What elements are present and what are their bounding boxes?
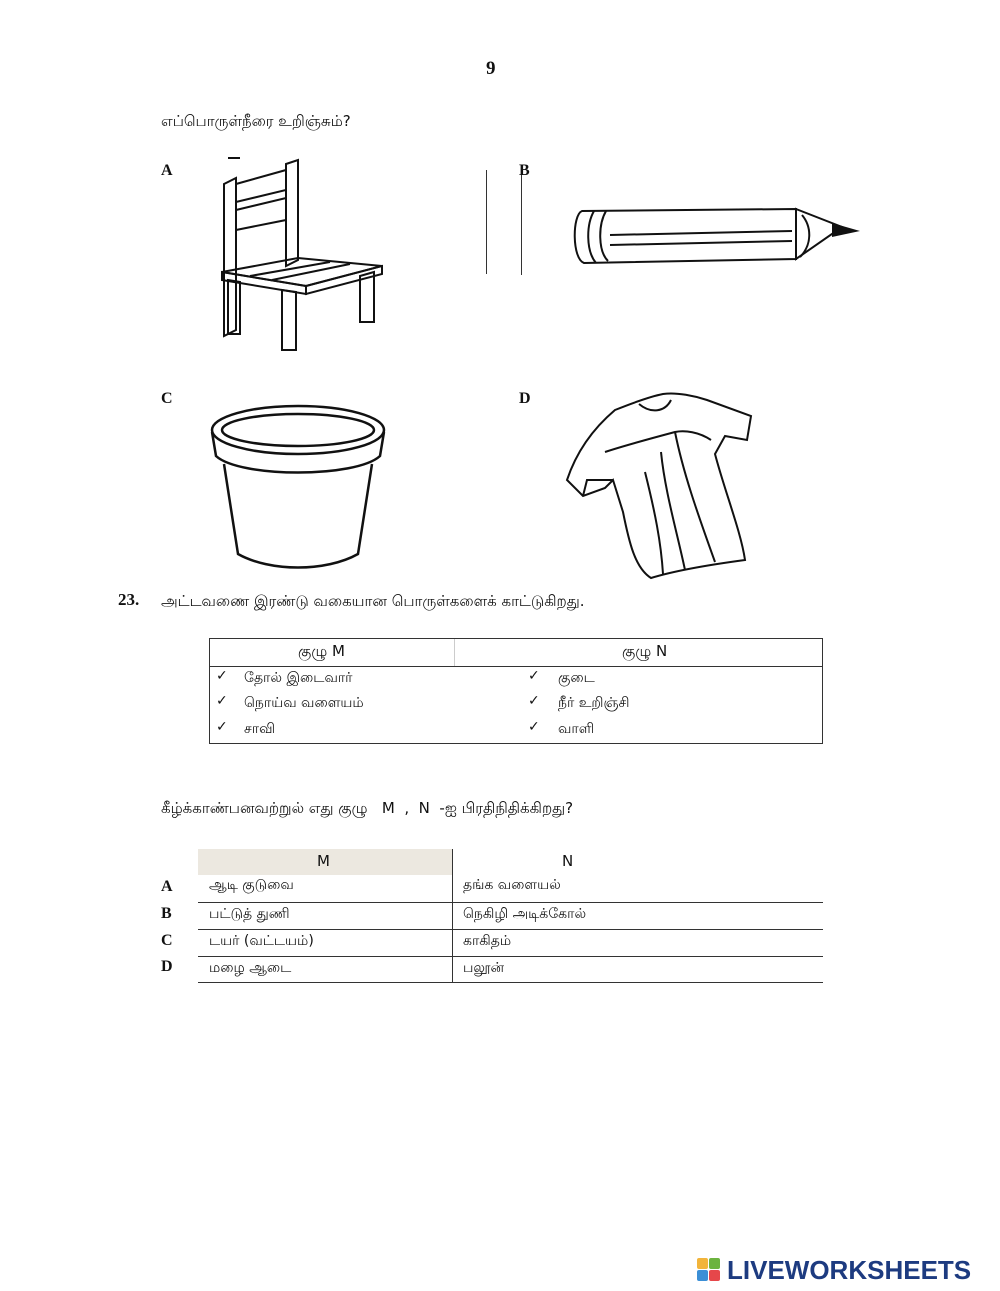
answer-c-m: டயர் (வட்டயம்) (209, 933, 314, 949)
logo-square (709, 1258, 720, 1269)
option-a-letter: A (161, 162, 173, 179)
chair-image (210, 150, 390, 360)
check-icon: ✓ (528, 668, 540, 684)
t-shirt-image (565, 392, 760, 582)
group-n-item: குடை (558, 670, 595, 686)
check-icon: ✓ (216, 693, 228, 709)
liveworksheets-grid-icon (697, 1258, 721, 1282)
answer-a-m: ஆடி குடுவை (209, 877, 294, 893)
group-n-item: நீர் உறிஞ்சி (558, 695, 630, 711)
check-icon: ✓ (528, 719, 540, 735)
answer-d-letter: D (161, 958, 173, 975)
answer-a-n: தங்க வளையல் (463, 877, 561, 893)
logo-text: LIVEWORKSHEETS (727, 1255, 972, 1285)
answer-row-line (198, 902, 823, 903)
answer-table-divider (452, 849, 453, 983)
logo-square (697, 1258, 708, 1269)
answer-header-n: N (562, 852, 574, 870)
option-d-letter: D (519, 390, 531, 407)
answer-row-line (198, 956, 823, 957)
question-23-number: 23. (118, 590, 140, 609)
option-b-letter: B (519, 162, 530, 179)
question-23-text: கீழ்க்காண்பனவற்றுல் எது குழு M , N -ஐ பிரதிநிதிக்கிறது? (161, 799, 574, 817)
answer-b-m: பட்டுத் துணி (209, 906, 290, 922)
group-m-item: தோல் இடைவார் (244, 670, 353, 686)
group-m-item: நொய்வ வளையம் (244, 695, 364, 711)
answer-row-line (198, 982, 823, 983)
group-table (209, 638, 823, 744)
group-table-header (210, 639, 822, 667)
check-icon: ✓ (216, 719, 228, 735)
answer-row-line (198, 929, 823, 930)
check-icon: ✓ (216, 668, 228, 684)
group-m-item: சாவி (244, 721, 275, 737)
divider-line (486, 170, 487, 274)
question-23-intro: அட்டவணை இரண்டு வகையான பொருள்களைக் காட்டுகிறது. (161, 592, 585, 610)
page-number: 9 (486, 58, 496, 79)
group-n-header: குழு N (622, 642, 668, 660)
option-c-letter: C (161, 390, 173, 407)
answer-a-letter: A (161, 878, 173, 895)
group-n-item: வாளி (558, 721, 595, 737)
liveworksheets-logo[interactable] (697, 1256, 993, 1284)
check-icon: ✓ (528, 693, 540, 709)
logo-square (697, 1270, 708, 1281)
answer-d-m: மழை ஆடை (209, 960, 292, 976)
header-divider (454, 639, 455, 666)
answer-c-letter: C (161, 932, 173, 949)
answer-b-letter: B (161, 905, 172, 922)
answer-b-n: நெகிழி அடிக்கோல் (463, 906, 587, 922)
question-22-text: எப்பொருள்நீரை உறிஞ்சும்? (161, 112, 351, 130)
answer-header-m: M (317, 852, 330, 870)
pencil-image (570, 205, 862, 270)
logo-square (709, 1270, 720, 1281)
answer-c-n: காகிதம் (463, 933, 512, 949)
answer-d-n: பலூன் (463, 960, 505, 976)
divider-line (521, 175, 522, 275)
group-m-header: குழு M (298, 642, 345, 660)
flower-pot-image (210, 402, 388, 574)
